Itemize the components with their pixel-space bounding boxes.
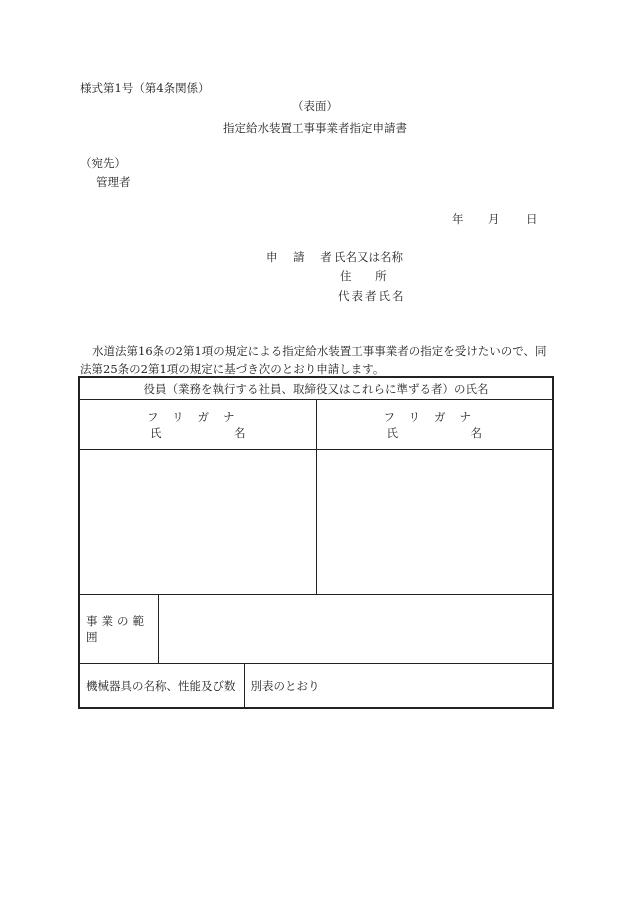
document-title: 指定給水装置工事事業者指定申請書 [223,121,407,135]
addressee-label: （宛先） [80,156,126,170]
furigana-label: フリガナ [383,409,485,424]
name-label-given: 名 [470,425,482,440]
side-label: （表面） [292,99,338,113]
applicant-address-field: 住 所 [340,269,397,283]
business-scope-label: 事業の範囲 [79,595,158,664]
applicant-label: 申 請 者 [266,250,338,264]
officers-header: 役員（業務を執行する社員、取締役又はこれらに準ずる者）の氏名 [79,377,553,400]
date-day: 日 [526,212,538,226]
date-month: 月 [488,212,500,226]
officer-entry-left[interactable] [79,450,316,595]
application-table [78,376,554,709]
officer-name-header-right [316,400,553,450]
applicant-name-field: 氏名又は名称 [334,250,403,264]
date-line [452,211,538,227]
equipment-label: 機械器具の名称、性能及び数 [79,664,244,709]
name-label-family: 氏 [386,425,398,440]
body-text: 水道法第16条の2第1項の規定による指定給水装置工事事業者の指定を受けたいので、同法第25条の2第1項の規定に基づき次のとおり申請します。 [80,344,547,376]
form-number: 様式第1号（第4条関係） [80,81,210,95]
business-scope-value[interactable] [158,595,553,664]
date-year: 年 [452,212,464,226]
officer-entry-right[interactable] [316,450,553,595]
equipment-value[interactable]: 別表のとおり [244,664,553,709]
name-label-given: 名 [234,425,246,440]
applicant-representative-field: 代表者氏名 [338,289,406,303]
addressee-name: 管理者 [96,175,131,189]
officer-name-header-left [79,400,316,450]
name-label-family: 氏 [150,425,162,440]
furigana-label: フリガナ [147,409,249,424]
